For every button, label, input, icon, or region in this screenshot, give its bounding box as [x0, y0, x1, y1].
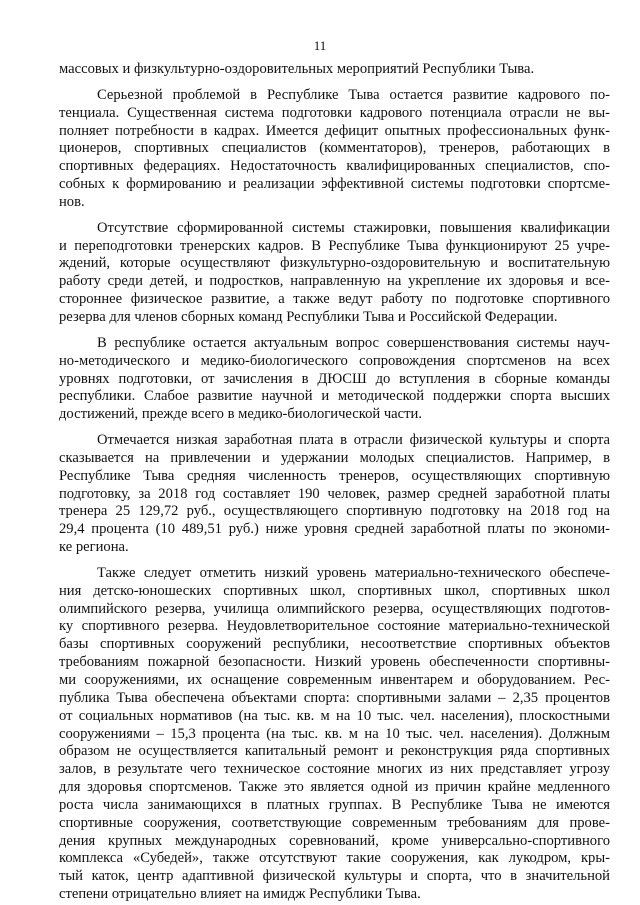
text-line: от социальных нормативов (на тыс. кв. м на 10 тыс. чел. населения), плоскостными — [59, 707, 610, 724]
text-line: работу среди детей, и подростков, направленную на укрепление их здоровья и все- — [59, 273, 610, 290]
paragraph — [59, 565, 610, 904]
text-line: нов. — [59, 193, 85, 210]
paragraph-gap — [59, 557, 610, 565]
text-line: полняет потребности в кадрах. Имеется дефицит опытных профессиональных функ- — [59, 122, 610, 139]
text-line: республики. Слабое развитие научной и методической поддержки спорта высших — [59, 388, 610, 405]
text-line: и переподготовки тренерских кадров. В Республике Тыва функционируют 25 учре- — [59, 237, 610, 254]
text-line: спортивные сооружения, соответствующие современным требованиям для прове- — [59, 814, 610, 831]
text-line: комплекса «Субедей», также отсутствуют такие сооружения, как лукодром, кры- — [59, 850, 610, 867]
paragraph-gap — [59, 424, 610, 432]
paragraph-gap — [59, 327, 610, 335]
text-line: тенциала. Существенная система подготовки кадрового потенциала отрасли не вы- — [59, 104, 610, 121]
text-line: Республике Тыва средняя численность тренеров, осуществляющих спортивную — [59, 467, 610, 484]
text-line: ке региона. — [59, 539, 129, 556]
text-line: залов, в результате чего техническое состояние многих из них представляет угрозу — [59, 761, 610, 778]
text-line: ми сооружениями, их оснащение современным инвентарем и оборудованием. Рес- — [59, 672, 610, 688]
text-line: ждений, которые осуществляют физкультурно-оздоровительную и воспитательную — [59, 255, 610, 272]
text-line: уровнях подготовки, от зачисления в ДЮСШ до вступления в сборные команды — [59, 370, 610, 387]
text-line: образом не осуществляется капитальный ремонт и реконструкция ряда спортивных — [59, 743, 610, 760]
text-line: достижений, прежде всего в медико-биологической части. — [59, 406, 422, 423]
text-line: сказывается на привлечении и удержании молодых специалистов. Например, в — [59, 449, 610, 466]
paragraph — [59, 432, 610, 557]
text-line: тый каток, центр адаптивной физической культуры и спорта, что в значительной — [59, 868, 610, 885]
text-line: для здоровья спортсменов. Также это является одной из причин крайне медленного — [59, 779, 610, 796]
text-line: ку спортивного резерва. Неудовлетворительное состояние материально-технической — [59, 618, 610, 635]
text-line: роста числа занимающихся в платных группах. В Республике Тыва не имеются — [59, 796, 610, 813]
text-line: ционеров, спортивных специалистов (комментаторов), тренеров, работающих в — [59, 140, 610, 157]
text-line: собных к формированию и реализации эффективной системы подготовки спортсме- — [59, 176, 610, 193]
text-line: массовых и физкультурно-оздоровительных мероприятий Республики Тыва. — [59, 61, 535, 77]
paragraph — [59, 220, 610, 327]
text-line: резерва для членов сборных команд Республики Тыва и Российской Федерации. — [59, 308, 558, 325]
text-line: В республике остается актуальным вопрос совершенствования системы науч- — [97, 334, 610, 351]
paragraph — [59, 87, 610, 212]
text-line: требованиям пожарной безопасности. Низкий уровень обеспеченности спортивны- — [59, 654, 610, 671]
text-line: спортивных федерациях. Недостаточность квалифицированных специалистов, спо- — [59, 158, 610, 175]
paragraph — [59, 335, 610, 424]
paragraph-gap — [59, 79, 610, 87]
paragraph-gap — [59, 212, 610, 220]
text-line: публика Тыва обеспечена объектами спорта: спортивными залами – 2,35 процентов — [59, 689, 610, 706]
document-body — [59, 61, 610, 904]
text-line: сооружениями – 15,3 процента (на тыс. кв. м на 10 тыс. чел. населения). Должным — [59, 725, 610, 742]
text-line: базы спортивных сооружений республики, несоответствие спортивных объектов — [59, 636, 610, 653]
text-line: Также следует отметить низкий уровень материально-технического обеспече- — [97, 564, 610, 581]
text-line: тренера 25 129,72 руб., осуществляющего спортивную подготовку на 2018 год на — [59, 503, 610, 520]
text-line: Отсутствие сформированной системы стажировки, повышения квалификации — [97, 219, 610, 236]
text-line: но-методического и медико-биологического сопровождения спортсменов на всех — [59, 352, 610, 369]
text-line: Отмечается низкая заработная плата в отрасли физической культуры и спорта — [97, 432, 610, 449]
text-line: 29,4 процента (10 489,51 руб.) ниже уровня средней заработной платы по экономи- — [59, 521, 610, 538]
text-line: стороннее физическое развитие, а также ведут работу по подготовке спортивного — [59, 291, 610, 308]
text-line: степени отрицательно влияет на имидж Республики Тыва. — [59, 886, 421, 903]
text-line: дения крупных международных соревнований, кроме универсально-спортивного — [59, 832, 610, 849]
paragraph — [59, 61, 610, 79]
text-line: олимпийского резерва, училища олимпийского резерва, осуществляющих подготов- — [59, 600, 610, 617]
page-number: 11 — [313, 38, 327, 53]
text-line: подготовку, за 2018 год составляет 190 человек, размер средней заработной платы — [59, 485, 610, 502]
text-line: Серьезной проблемой в Республике Тыва остается развитие кадрового по- — [97, 86, 610, 103]
text-line: ния детско-юношеских спортивных школ, спортивных школ, спортивных школ — [59, 582, 610, 599]
